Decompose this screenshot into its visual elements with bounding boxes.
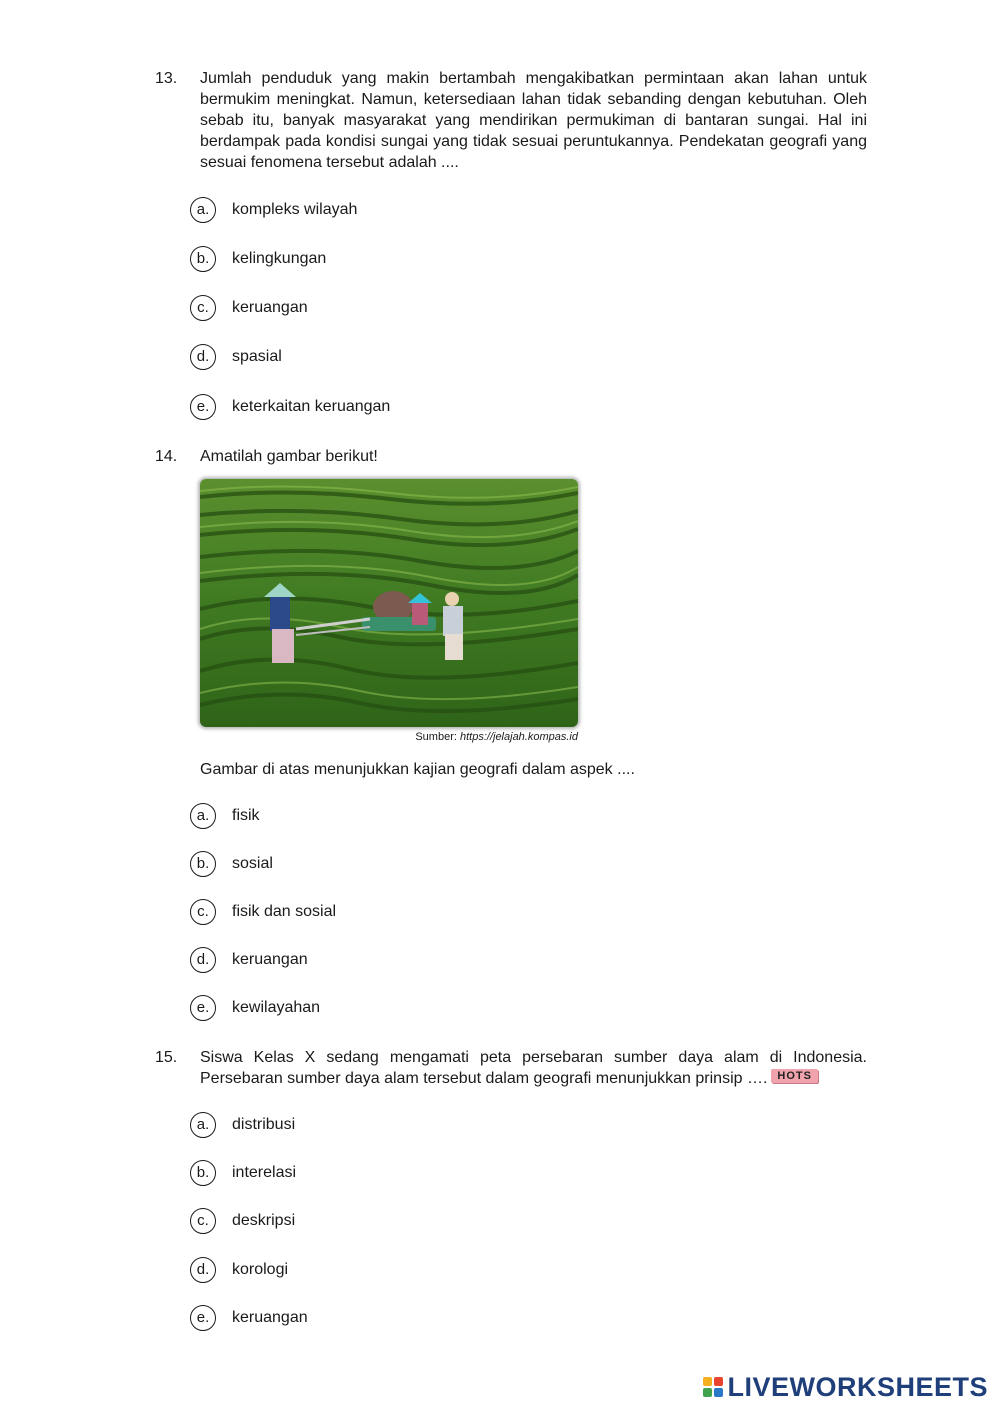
question-prompt: Gambar di atas menunjukkan kajian geografi dalam aspek .... [200, 761, 635, 778]
option-letter[interactable]: a. [190, 197, 216, 223]
option-label: fisik dan sosial [232, 903, 337, 920]
option-label: sosial [232, 855, 273, 872]
brand-wordmark: LIVEWORKSHEETS [727, 1371, 988, 1402]
option-label: kelingkungan [232, 250, 327, 267]
option-letter[interactable]: d. [190, 947, 216, 973]
question-15 [155, 1047, 867, 1089]
question-text: Amatilah gambar berikut! [200, 448, 378, 465]
question-number: 14. [155, 448, 178, 465]
caption-prefix: Sumber: [415, 731, 460, 743]
option-letter[interactable]: b. [190, 246, 216, 272]
option-label: korologi [232, 1261, 289, 1278]
option-label: distribusi [232, 1116, 296, 1133]
tea-plantation-illustration [200, 479, 578, 727]
option-label: keruangan [232, 1309, 308, 1326]
option-14b[interactable] [190, 850, 273, 878]
question-14-prompt [155, 759, 867, 780]
option-13e[interactable] [190, 393, 390, 421]
option-label: keruangan [232, 299, 308, 316]
option-letter[interactable]: a. [190, 1112, 216, 1138]
question-number: 13. [155, 70, 178, 87]
option-letter[interactable]: c. [190, 295, 216, 321]
question-number: 15. [155, 1049, 178, 1066]
question-14 [155, 446, 867, 467]
option-14e[interactable] [190, 994, 320, 1022]
option-label: deskripsi [232, 1212, 296, 1229]
option-letter[interactable]: e. [190, 394, 216, 420]
option-letter[interactable]: a. [190, 803, 216, 829]
option-15d[interactable] [190, 1256, 288, 1284]
option-label: kewilayahan [232, 999, 321, 1016]
question-text: Siswa Kelas X sedang mengamati peta persebaran sumber daya alam di Indonesia. Persebaran sumber daya alam tersebut dalam geografi menunjukkan prinsip …. [200, 1049, 867, 1087]
option-13b[interactable] [190, 245, 326, 273]
question-13 [155, 68, 867, 173]
option-13d[interactable] [190, 343, 282, 371]
option-label: fisik [232, 807, 260, 824]
option-letter[interactable]: e. [190, 1305, 216, 1331]
option-15a[interactable] [190, 1111, 295, 1139]
question-text-wrap [200, 1047, 867, 1089]
image-caption [200, 731, 578, 743]
option-label: kompleks wilayah [232, 201, 358, 218]
option-14c[interactable] [190, 898, 336, 926]
liveworksheets-logo [703, 1372, 988, 1402]
option-letter[interactable]: e. [190, 995, 216, 1021]
option-letter[interactable]: b. [190, 1160, 216, 1186]
option-13a[interactable] [190, 196, 357, 224]
logo-grid-icon [703, 1377, 723, 1397]
tea-plantation-photo [200, 479, 578, 727]
option-13c[interactable] [190, 294, 308, 322]
question-text: Jumlah penduduk yang makin bertambah mengakibatkan permintaan akan lahan untuk bermukim meningkat. Namun, ketersediaan lahan tidak sebanding dengan kebutuhan. Oleh sebab itu, banyak masyarakat yang mendirikan permukiman di bantaran sungai. Hal ini berdampak pada kondisi sungai yang tidak sesuai peruntukannya. Pendekatan geografi yang sesuai fenomena tersebut adalah .... [200, 70, 867, 171]
option-14d[interactable] [190, 946, 308, 974]
option-letter[interactable]: c. [190, 899, 216, 925]
option-label: keterkaitan keruangan [232, 398, 391, 415]
option-15e[interactable] [190, 1304, 308, 1332]
option-letter[interactable]: c. [190, 1208, 216, 1234]
option-label: keruangan [232, 951, 308, 968]
option-letter[interactable]: b. [190, 851, 216, 877]
caption-source: https://jelajah.kompas.id [459, 731, 578, 743]
option-label: spasial [232, 348, 282, 365]
option-label: interelasi [232, 1164, 297, 1181]
hots-badge: HOTS [771, 1069, 818, 1083]
option-letter[interactable]: d. [190, 1257, 216, 1283]
option-14a[interactable] [190, 802, 260, 830]
option-15b[interactable] [190, 1159, 296, 1187]
option-letter[interactable]: d. [190, 344, 216, 370]
option-15c[interactable] [190, 1207, 295, 1235]
